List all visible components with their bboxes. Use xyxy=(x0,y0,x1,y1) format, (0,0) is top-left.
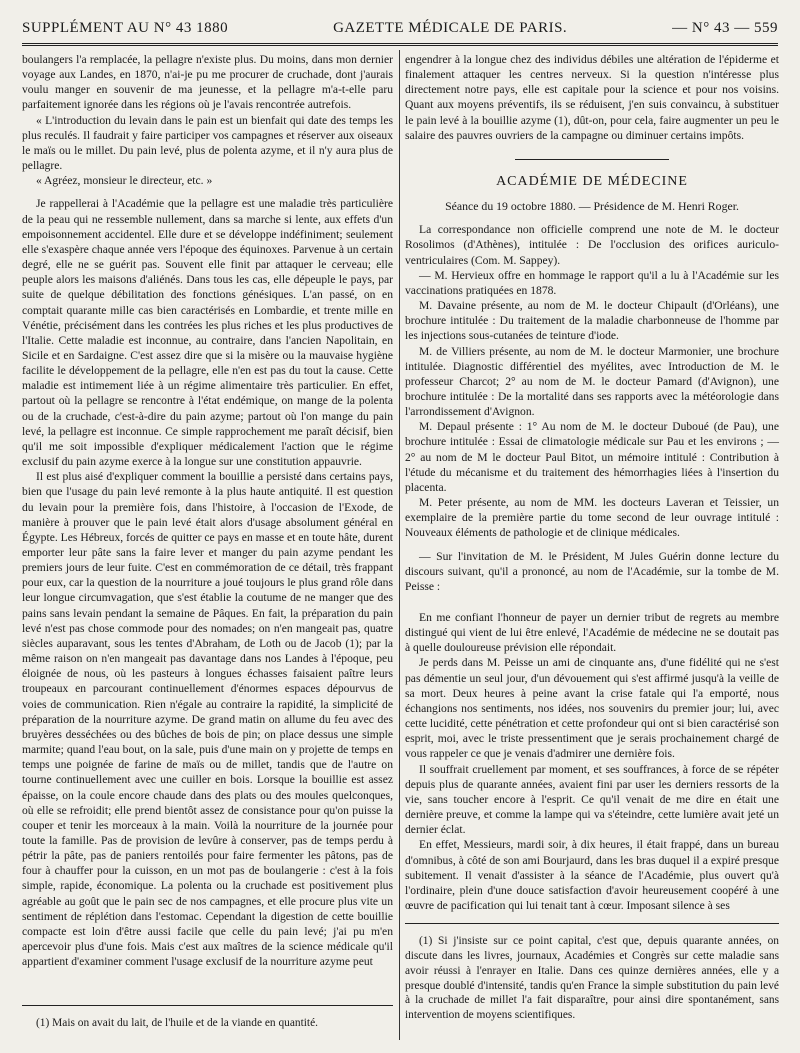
footnote-text: (1) Mais on avait du lait, de l'huile et de la viande en quantité. xyxy=(36,1017,318,1029)
paragraph: « Agréez, monsieur le directeur, etc. » xyxy=(36,174,213,188)
paragraph: La correspondance non officielle comprend une note de M. le docteur Rosolimos (d'Athènes), intitulée : De l'occlusion des orifices auriculo-ventriculaires (Com. M. Sappey). xyxy=(405,223,779,267)
right-column xyxy=(405,52,779,1023)
left-footnote xyxy=(22,1005,393,1031)
left-column xyxy=(22,52,393,969)
speech-paragraph: En me confiant l'honneur de payer un dernier tribut de regrets au membre distingué qui vient de lui être enlevé, l'Académie de médecine ne se doutait pas à quelle douloureuse prévision elle répondait. xyxy=(405,611,779,655)
paragraph: — M. Hervieux offre en hommage le rapport qu'il a lu à l'Académie sur les vaccinations pratiquées en 1878. xyxy=(405,268,779,297)
column-divider xyxy=(399,50,400,1040)
paragraph: M. Peter présente, au nom de MM. les docteurs Laveran et Teissier, un exemplaire de la première partie du tome second de leur ouvrage intitulé : Nouveaux éléments de pathologie et de clinique médicales. xyxy=(405,496,779,540)
paragraph: M. Depaul présente : 1° Au nom de M. le docteur Duboué (de Pau), une brochure intitulée : Essai de climatologie médicale sur Pau et les environs ; — 2° au nom de M le docteur Paul Bitot, un mémoire intitulé : Contribution à l'étude du mécanisme et du traitement des hémorrhagies liées à l'insertion du placenta. xyxy=(405,420,779,494)
footnote-rule xyxy=(22,1005,393,1006)
header-right: — N° 43 — 559 xyxy=(672,20,778,36)
paragraph: M. de Villiers présente, au nom de M. le docteur Marmonier, une brochure intitulée. Diagnostic différentiel des myélites, avec Introduction de M. le professeur Charcot; 2° au nom de M. le docteur Pamard (d'Avignon), une brochure intitulée : De la mortalité dans ses rapports avec la météorologie dans l'arrondissement d'Avignon. xyxy=(405,344,779,419)
speech-paragraph: Je perds dans M. Peisse un ami de cinquante ans, d'une fidélité qui ne s'est pas démentie un seul jour, d'un dévouement qui s'est affirmé jusqu'à la veille de sa mort. Deux heures à peine avant la crise fatale qui l'a emporté, nous échangions nos sentiments, nos idées, nos souvenirs du premier jour; lui, avec cette lucidité, cette pénétration et cette profondeur qui ont si bien caractérisé son esprit, moi, avec le triste pressentiment que je serais prochainement chargé de vous rappeler ce que je venais d'admirer une dernière fois. xyxy=(405,656,779,761)
running-header xyxy=(22,20,778,42)
paragraph: M. Davaine présente, au nom de M. le docteur Chipault (d'Orléans), une brochure intitulée : Du traitement de la maladie charbonneuse de l'homme par les injections sous-cutanées de teinture d'iode. xyxy=(405,299,779,343)
section-separator xyxy=(515,159,669,160)
paragraph: — Sur l'invitation de M. le Président, M Jules Guérin donne lecture du discours suivant, qu'il a prononcé, au nom de l'Académie, sur la tombe de M. Peisse : xyxy=(405,549,779,593)
paragraph: engendrer à la longue chez des individus débiles une altération de l'épiderme et finalement attaquer les centres nerveux. Si la question n'intéresse plus directement notre pays, elle est capitale pour la science et pour nos voisins. Quant aux moyens préventifs, ils se réduisent, j'en suis convaincu, à substituer le pain levé à la bouillie azyme (1), dût-on, pour cela, faire augmenter un peu le salaire des pauvres ouvriers de la campagne ou diminuer certains impôts. xyxy=(405,53,779,142)
header-left: SUPPLÉMENT AU N° 43 1880 xyxy=(22,20,229,36)
paragraph: Je rappellerai à l'Académie que la pellagre est une maladie très particulière de la peau qui ne ressemble nullement, dans sa marche si lente, aux effets d'un empoisonnement accidentel. Elle dure et se développe indéfiniment; seulement elle s'exaspère chaque année vers l'époque des équinoxes. Parvenue à un certain degré, elle ne se guérit pas. Souvent elle finit par attaquer le cerveau; elle peuple alors les maisons d'aliénés. Dans tous les cas, elle dépeuple le pays, par suite de quelque débilitation des fonctions génésiques. L'an passé, on en comptait quarante mille cas bien caractérisés en Lombardie, et trente mille en Vénétie, précisément dans les contrées les plus riches et les plus productives de l'Italie. Cette maladie est inconnue, au contraire, dans l'ancien Napolitain, en Sicile et en Sardaigne. C'est assez dire que si la misère ou la mauvaise hygiène facilite le développement de la pellagre, elle n'en est pas du tout la cause. Cette maladie est intimement liée à un régime alimentaire très particulier. En effet, partout où la pellagre se rencontre à l'état endémique, on mange de la polenta ou de la cruchade, c'est-à-dire du pain azyme; partout où l'on mange du pain levé, la pellagre est inconnue. Ce simple rapprochement me paraît décisif, bien qu'il me soit impossible d'expliquer médicalement l'action que le régime exclusif du pain azyme exerce à la longue sur une constitution appauvrie. xyxy=(22,197,393,469)
paragraph: boulangers l'a remplacée, la pellagre n'existe plus. Du moins, dans mon dernier voyage aux Landes, en 1870, n'ai-je pu me procurer de cruchade, dont j'aurais voulu manger en souvenir de ma jeunesse, et la pellagre m'a-t-elle paru parfaitement ignorée dans les régions où je l'avais rencontrée autrefois. xyxy=(22,53,393,112)
footnote-rule xyxy=(405,923,779,924)
header-rule xyxy=(22,43,778,46)
footnote-text: (1) Si j'insiste sur ce point capital, c'est que, depuis quarante années, on discute dans les livres, journaux, Académies et Congrès sur cette maladie sans avoir réussi à l'enrayer en Italie. Dans ces quinze dernières années, elle y a presque doublé d'intensité, tandis qu'en France la simple substitution du pain levé à la cruchade de millet l'a fait disparaître, pour ainsi dire spontanément, sans intervention de moyens scientifiques. xyxy=(405,935,779,1022)
speech-paragraph: En effet, Messieurs, mardi soir, à dix heures, il était frappé, dans un bureau d'omnibus, à côté de son ami Bourjaurd, dans les bras duquel il a expiré presque subitement. Il venait d'assister à la séance de l'Académie, plus ouvert qu'à l'ordinaire, plein d'une douce satisfaction d'avoir heureusement coopéré à une œuvre de pacification qui lui tenait tant à cœur. Imposant silence à ses xyxy=(405,838,779,912)
section-title: ACADÉMIE DE MÉDECINE xyxy=(496,173,688,189)
seance-line: Séance du 19 octobre 1880. — Présidence de M. Henri Roger. xyxy=(445,199,739,214)
header-center: GAZETTE MÉDICALE DE PARIS. xyxy=(333,20,568,36)
paragraph: « L'introduction du levain dans le pain est un bienfait qui date des temps les plus reculés. Il faudrait y faire participer vos campagnes et réserver aux oiseaux le maïs ou le millet. Du pain levé, plus de polenta azyme, et il n'y aura plus de pellagre. xyxy=(22,113,393,173)
speech-paragraph: Il souffrait cruellement par moment, et ses souffrances, à force de se répéter depuis plus de quarante années, avaient fini par user les derniers ressorts de la vie, sans toucher encore à l'esprit. Ce qu'il venait de me dire en était une dernière preuve, et comme la lampe qui va s'éteindre, cette lumière avait jeté un dernier éclat. xyxy=(405,762,779,837)
paragraph: Il est plus aisé d'expliquer comment la bouillie a persisté dans certains pays, bien que l'usage du pain levé remonte à la plus haute antiquité. Il est question du levain pour la première fois, dans l'histoire, à l'occasion de l'Exode, de manière à prouver que le pain levé était alors d'usage absolument général en Égypte. Les Hébreux, forcés de quitter ce pays en masse et en toute hâte, durent emporter leur pâte sans la faire lever et manger du pain azyme pendant les premiers jours de leur fuite. C'est en commémoration de ce détail, très frappant pour eux, car la question de la nourriture a joué toujours le plus grand rôle dans leur longue circumvagation, que s'est établie la coutume de ne manger que des pains sans levain pendant la semaine de Pâques. En fait, la préparation du pain levé n'est pas chose commode pour des nomades; on n'en mangeait pas, quatre siècles auparavant, sous les tentes d'Abraham, de Loth ou de Jacob (1); par la même raison on n'en mangeait pas davantage dans nos Landes à l'époque, peu éloignée de nous, où les pasteurs à longues échasses faisaient paître leurs troupeaux en parcourant continuellement d'énormes espaces dépourvus de voies de communication. Rien n'égale au contraire la rapidité, la simplicité de préparation de la nourriture azyme. De grand matin on allume du feu avec des bruyères desséchées ou des bûches de bois de pin; on place dessus une simple marmite; quand l'eau bout, on la sale, puis d'une main on y projette de temps en temps une poignée de farine de maïs ou de millet, tandis que de l'autre on tourne continuellement avec une cuiller en bois. Lorsque la bouillie est assez épaisse, on la coule encore chaude dans des plats ou des moules quelconques, où elle se refroidit; elle prend bientôt assez de consistance pour qu'on puisse la couper et tenir les morceaux à la main. Voilà la nourriture de la journée pour toute la famille. Pas de provision de levûre à conserver, pas de temps perdu à pétrir la pâte, pas de paniers rentoilés pour faire fermenter les pâtons, pas de four à chauffer pour la cuisson, en un mot pas de boulangerie : c'est à la fois simple, rapide, économique. La polenta ou la cruchade est positivement plus agréable au goût que le pain sec de nos campagnes, et elle procure plus vite un sentiment de réplétion dans l'estomac. Cependant la digestion de cette bouillie compacte est loin d'être aussi facile que celle du pain levé; j'ai pu m'en apercevoir plus d'une fois. Mais c'est aux maîtres de la science médicale qu'il appartient d'examiner comment l'usage exclusif de la nourriture azyme peut xyxy=(22,470,393,969)
